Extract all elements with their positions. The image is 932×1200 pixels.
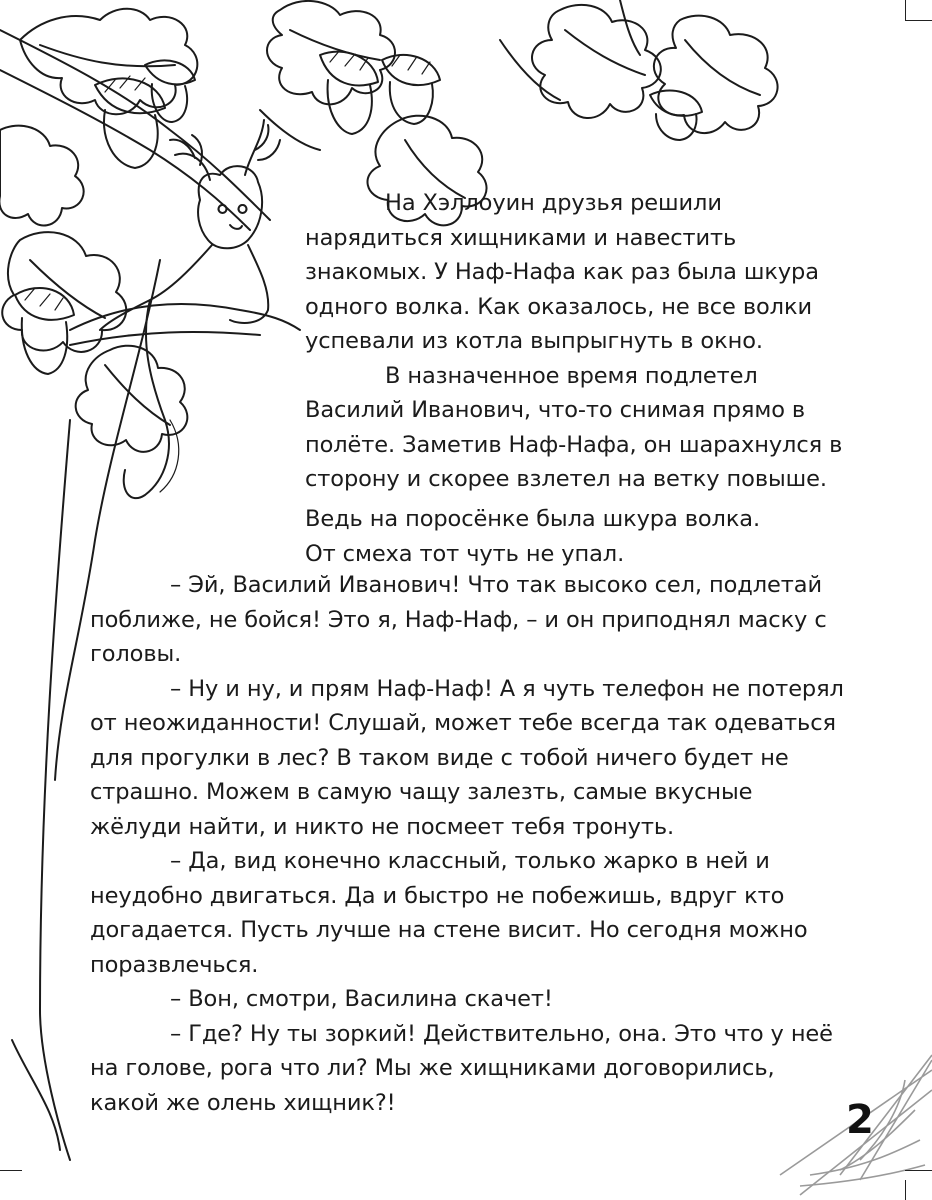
text-line: жёлуди найти, и никто не посмеет тебя тронуть.	[90, 813, 675, 840]
text-line: нарядиться хищниками и навестить	[305, 224, 737, 251]
crop-mark	[905, 20, 932, 21]
text-line: В назначенное время подлетел	[385, 362, 758, 389]
story-paragraph-block-a	[305, 186, 842, 497]
text-line: неудобно двигаться. Да и быстро не побежишь, вдруг кто	[90, 882, 785, 909]
text-line: одного волка. Как оказалось, не все волки	[305, 293, 812, 320]
text-line: какой же олень хищник?!	[90, 1089, 396, 1116]
dialogue-line: – Да, вид конечно классный, только жарко в ней и	[170, 848, 770, 874]
text-line: Ведь на поросёнке была шкура волка.	[305, 506, 761, 532]
dialogue-line: – Где? Ну ты зоркий! Действительно, она. Это что у неё	[170, 1020, 833, 1047]
crop-mark	[0, 1170, 22, 1171]
text-line: от неожиданности! Слушай, может тебе всегда так одеваться	[90, 710, 836, 736]
dialogue-line: – Эй, Василий Иванович! Что так высоко сел, подлетай	[170, 572, 822, 598]
oak-leaf	[532, 5, 661, 118]
crop-mark	[905, 1180, 906, 1200]
text-line: страшно. Можем в самую чащу залезть, самые вкусные	[90, 779, 753, 805]
text-line: на голове, рога что ли? Мы же хищниками договорились,	[90, 1055, 775, 1081]
page-number: 2	[846, 1097, 874, 1143]
text-line: поразвлечься.	[90, 951, 259, 978]
crop-mark	[905, 0, 906, 20]
text-line: полёте. Заметив Наф-Нафа, он шарахнулся в	[305, 431, 843, 458]
branch-upper	[0, 30, 270, 220]
text-line: головы.	[90, 641, 182, 667]
dialogue-line: – Ну и ну, и прям Наф-Наф! А я чуть телефон не потерял	[170, 675, 844, 702]
oak-leaf	[76, 346, 188, 452]
text-line: На Хэллоуин друзья решили	[385, 190, 722, 216]
dialogue-line: – Вон, смотри, Василина скачет!	[170, 986, 553, 1012]
text-line: догадается. Пусть лучше на стене висит. Но сегодня можно	[90, 917, 808, 943]
text-line: сторону и скорее взлетел на ветку повыше.	[305, 466, 827, 492]
story-dialogue-block	[90, 568, 844, 1120]
oak-leaf	[654, 16, 778, 133]
text-line: успевали из котла выпрыгнуть в окно.	[305, 328, 763, 354]
text-line: Василий Иванович, что-то снимая прямо в	[305, 397, 806, 423]
text-line: знакомых. У Наф-Нафа как раз была шкура	[305, 259, 819, 285]
text-line: поближе, не бойся! Это я, Наф-Наф, – и он приподнял маску с	[90, 606, 827, 633]
text-line: От смеха тот чуть не упал.	[305, 540, 625, 567]
crop-mark	[905, 1170, 932, 1171]
trunk-left-edge	[40, 420, 70, 1160]
story-paragraph-block-b	[305, 502, 760, 571]
text-line: для прогулки в лес? В таком виде с тобой ничего будет не	[90, 744, 789, 771]
oak-leaf	[0, 126, 84, 226]
